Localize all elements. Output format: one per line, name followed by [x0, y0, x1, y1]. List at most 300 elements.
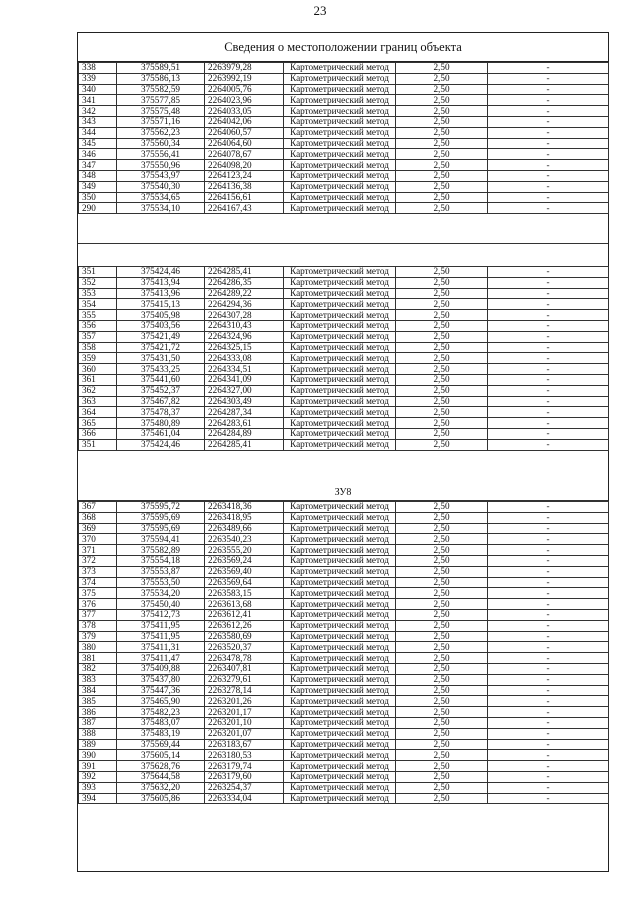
coord-x-cell: 375628,76 [117, 761, 205, 772]
table-row [79, 750, 609, 761]
accuracy-cell: 2,50 [396, 396, 488, 407]
coord-y-cell: 2263478,78 [205, 653, 284, 664]
accuracy-cell: 2,50 [396, 63, 488, 74]
table-row [79, 170, 609, 181]
coord-y-cell: 2264033,05 [205, 106, 284, 117]
table-row [79, 717, 609, 728]
method-cell: Картометрический метод [284, 407, 396, 418]
coord-x-cell: 375411,47 [117, 653, 205, 664]
point-number-cell: 351 [79, 267, 117, 278]
page-number: 23 [313, 3, 327, 18]
description-cell: - [488, 299, 609, 310]
description-cell: - [488, 545, 609, 556]
description-cell: - [488, 320, 609, 331]
table-row [79, 793, 609, 804]
point-number-cell: 354 [79, 299, 117, 310]
coord-y-cell: 2264042,06 [205, 116, 284, 127]
coord-x-cell: 375447,36 [117, 685, 205, 696]
accuracy-cell: 2,50 [396, 374, 488, 385]
coord-x-cell: 375413,94 [117, 277, 205, 288]
point-number-cell: 376 [79, 599, 117, 610]
table-row [79, 588, 609, 599]
point-number-cell: 394 [79, 793, 117, 804]
method-cell: Картометрический метод [284, 267, 396, 278]
table-row [79, 653, 609, 664]
description-cell: - [488, 149, 609, 160]
description-cell: - [488, 138, 609, 149]
accuracy-cell: 2,50 [396, 771, 488, 782]
coord-x-cell: 375577,85 [117, 95, 205, 106]
coord-y-cell: 2264285,41 [205, 439, 284, 450]
point-number-cell: 361 [79, 374, 117, 385]
method-cell: Картометрический метод [284, 502, 396, 513]
accuracy-cell: 2,50 [396, 310, 488, 321]
coord-y-cell: 2264333,08 [205, 353, 284, 364]
table-row [79, 663, 609, 674]
accuracy-cell: 2,50 [396, 793, 488, 804]
coord-y-cell: 2263201,17 [205, 707, 284, 718]
table-row [79, 192, 609, 203]
coord-x-cell: 375550,96 [117, 160, 205, 171]
coord-y-cell: 2263418,95 [205, 512, 284, 523]
coord-x-cell: 375483,07 [117, 717, 205, 728]
accuracy-cell: 2,50 [396, 642, 488, 653]
coord-y-cell: 2263979,28 [205, 63, 284, 74]
method-cell: Картометрический метод [284, 642, 396, 653]
coord-x-cell: 375483,19 [117, 728, 205, 739]
coord-y-cell: 2264064,60 [205, 138, 284, 149]
coord-y-cell: 2264136,38 [205, 181, 284, 192]
coord-y-cell: 2263555,20 [205, 545, 284, 556]
coord-x-cell: 375540,30 [117, 181, 205, 192]
table-row [79, 181, 609, 192]
point-number-cell: 389 [79, 739, 117, 750]
description-cell: - [488, 418, 609, 429]
description-cell: - [488, 63, 609, 74]
accuracy-cell: 2,50 [396, 84, 488, 95]
table-row [79, 685, 609, 696]
point-number-cell: 386 [79, 707, 117, 718]
point-number-cell: 355 [79, 310, 117, 321]
point-number-cell: 359 [79, 353, 117, 364]
table-row [79, 160, 609, 171]
coord-y-cell: 2263580,69 [205, 631, 284, 642]
table-row [79, 127, 609, 138]
accuracy-cell: 2,50 [396, 127, 488, 138]
coord-x-cell: 375556,41 [117, 149, 205, 160]
description-cell: - [488, 599, 609, 610]
accuracy-cell: 2,50 [396, 299, 488, 310]
coord-y-cell: 2264324,96 [205, 331, 284, 342]
coord-x-cell: 375437,80 [117, 674, 205, 685]
method-cell: Картометрический метод [284, 674, 396, 685]
description-cell: - [488, 566, 609, 577]
description-cell: - [488, 663, 609, 674]
point-number-cell: 365 [79, 418, 117, 429]
description-cell: - [488, 588, 609, 599]
coord-y-cell: 2264289,22 [205, 288, 284, 299]
coord-y-cell: 2263201,10 [205, 717, 284, 728]
accuracy-cell: 2,50 [396, 685, 488, 696]
coord-y-cell: 2264156,61 [205, 192, 284, 203]
method-cell: Картометрический метод [284, 331, 396, 342]
table-row [79, 523, 609, 534]
coord-x-cell: 375586,13 [117, 73, 205, 84]
coord-y-cell: 2263278,14 [205, 685, 284, 696]
point-number-cell: 368 [79, 512, 117, 523]
method-cell: Картометрический метод [284, 696, 396, 707]
accuracy-cell: 2,50 [396, 288, 488, 299]
description-cell: - [488, 609, 609, 620]
description-cell: - [488, 577, 609, 588]
coord-y-cell: 2263180,53 [205, 750, 284, 761]
accuracy-cell: 2,50 [396, 555, 488, 566]
coordinates-block-2 [78, 266, 609, 451]
coord-y-cell: 2264098,20 [205, 160, 284, 171]
table-row [79, 84, 609, 95]
description-cell: - [488, 342, 609, 353]
method-cell: Картометрический метод [284, 750, 396, 761]
method-cell: Картометрический метод [284, 73, 396, 84]
boundary-table [77, 32, 609, 872]
accuracy-cell: 2,50 [396, 739, 488, 750]
accuracy-cell: 2,50 [396, 116, 488, 127]
method-cell: Картометрический метод [284, 588, 396, 599]
point-number-cell: 350 [79, 192, 117, 203]
point-number-cell: 369 [79, 523, 117, 534]
accuracy-cell: 2,50 [396, 170, 488, 181]
description-cell: - [488, 793, 609, 804]
accuracy-cell: 2,50 [396, 707, 488, 718]
coordinates-block-3 [78, 501, 609, 804]
description-cell: - [488, 170, 609, 181]
description-cell: - [488, 181, 609, 192]
table-row [79, 320, 609, 331]
accuracy-cell: 2,50 [396, 138, 488, 149]
description-cell: - [488, 502, 609, 513]
coord-x-cell: 375482,23 [117, 707, 205, 718]
accuracy-cell: 2,50 [396, 407, 488, 418]
accuracy-cell: 2,50 [396, 674, 488, 685]
coord-y-cell: 2263520,37 [205, 642, 284, 653]
coord-x-cell: 375582,59 [117, 84, 205, 95]
point-number-cell: 390 [79, 750, 117, 761]
point-number-cell: 338 [79, 63, 117, 74]
coord-y-cell: 2264334,51 [205, 364, 284, 375]
table-row [79, 95, 609, 106]
method-cell: Картометрический метод [284, 534, 396, 545]
coord-x-cell: 375553,50 [117, 577, 205, 588]
description-cell: - [488, 674, 609, 685]
point-number-cell: 344 [79, 127, 117, 138]
method-cell: Картометрический метод [284, 160, 396, 171]
point-number-cell: 339 [79, 73, 117, 84]
method-cell: Картометрический метод [284, 342, 396, 353]
accuracy-cell: 2,50 [396, 577, 488, 588]
table-row [79, 106, 609, 117]
coord-x-cell: 375480,89 [117, 418, 205, 429]
description-cell: - [488, 116, 609, 127]
coord-x-cell: 375534,20 [117, 588, 205, 599]
description-cell: - [488, 620, 609, 631]
description-cell: - [488, 277, 609, 288]
accuracy-cell: 2,50 [396, 267, 488, 278]
coord-x-cell: 375595,69 [117, 523, 205, 534]
description-cell: - [488, 267, 609, 278]
method-cell: Картометрический метод [284, 793, 396, 804]
table-row [79, 203, 609, 214]
method-cell: Картометрический метод [284, 566, 396, 577]
point-number-cell: 382 [79, 663, 117, 674]
table-row [79, 512, 609, 523]
coord-y-cell: 2264327,00 [205, 385, 284, 396]
method-cell: Картометрический метод [284, 418, 396, 429]
accuracy-cell: 2,50 [396, 364, 488, 375]
table-row [79, 761, 609, 772]
coord-y-cell: 2264287,34 [205, 407, 284, 418]
coord-y-cell: 2263992,19 [205, 73, 284, 84]
accuracy-cell: 2,50 [396, 631, 488, 642]
description-cell: - [488, 439, 609, 450]
coord-y-cell: 2264283,61 [205, 418, 284, 429]
method-cell: Картометрический метод [284, 577, 396, 588]
table-row [79, 577, 609, 588]
coord-y-cell: 2264078,67 [205, 149, 284, 160]
accuracy-cell: 2,50 [396, 192, 488, 203]
point-number-cell: 362 [79, 385, 117, 396]
description-cell: - [488, 407, 609, 418]
coord-x-cell: 375421,72 [117, 342, 205, 353]
table-row [79, 138, 609, 149]
accuracy-cell: 2,50 [396, 342, 488, 353]
method-cell: Картометрический метод [284, 364, 396, 375]
method-cell: Картометрический метод [284, 631, 396, 642]
coord-y-cell: 2264307,28 [205, 310, 284, 321]
coord-x-cell: 375594,41 [117, 534, 205, 545]
method-cell: Картометрический метод [284, 63, 396, 74]
point-number-cell: 391 [79, 761, 117, 772]
accuracy-cell: 2,50 [396, 653, 488, 664]
method-cell: Картометрический метод [284, 203, 396, 214]
coord-x-cell: 375424,46 [117, 439, 205, 450]
accuracy-cell: 2,50 [396, 181, 488, 192]
method-cell: Картометрический метод [284, 728, 396, 739]
coord-x-cell: 375605,86 [117, 793, 205, 804]
table-row [79, 739, 609, 750]
coordinates-block-1 [78, 62, 609, 214]
table-row [79, 418, 609, 429]
description-cell: - [488, 374, 609, 385]
point-number-cell: 363 [79, 396, 117, 407]
coord-x-cell: 375424,46 [117, 267, 205, 278]
accuracy-cell: 2,50 [396, 782, 488, 793]
description-cell: - [488, 331, 609, 342]
method-cell: Картометрический метод [284, 106, 396, 117]
coord-y-cell: 2263540,23 [205, 534, 284, 545]
method-cell: Картометрический метод [284, 374, 396, 385]
coord-x-cell: 375632,20 [117, 782, 205, 793]
table-row [79, 63, 609, 74]
method-cell: Картометрический метод [284, 299, 396, 310]
method-cell: Картометрический метод [284, 599, 396, 610]
coord-y-cell: 2264023,96 [205, 95, 284, 106]
coord-x-cell: 375431,50 [117, 353, 205, 364]
point-number-cell: 342 [79, 106, 117, 117]
table-row [79, 555, 609, 566]
description-cell: - [488, 642, 609, 653]
table-row [79, 771, 609, 782]
point-number-cell: 366 [79, 428, 117, 439]
accuracy-cell: 2,50 [396, 696, 488, 707]
coord-y-cell: 2263583,15 [205, 588, 284, 599]
point-number-cell: 290 [79, 203, 117, 214]
accuracy-cell: 2,50 [396, 717, 488, 728]
description-cell: - [488, 512, 609, 523]
coord-x-cell: 375441,60 [117, 374, 205, 385]
coord-y-cell: 2263254,37 [205, 782, 284, 793]
table-separator [78, 243, 608, 266]
coord-x-cell: 375409,88 [117, 663, 205, 674]
method-cell: Картометрический метод [284, 685, 396, 696]
coord-x-cell: 375534,10 [117, 203, 205, 214]
coord-y-cell: 2264284,89 [205, 428, 284, 439]
description-cell: - [488, 750, 609, 761]
coord-y-cell: 2264285,41 [205, 267, 284, 278]
description-cell: - [488, 106, 609, 117]
method-cell: Картометрический метод [284, 116, 396, 127]
description-cell: - [488, 728, 609, 739]
accuracy-cell: 2,50 [396, 106, 488, 117]
coord-x-cell: 375421,49 [117, 331, 205, 342]
point-number-cell: 345 [79, 138, 117, 149]
description-cell: - [488, 717, 609, 728]
description-cell: - [488, 160, 609, 171]
point-number-cell: 364 [79, 407, 117, 418]
method-cell: Картометрический метод [284, 782, 396, 793]
table-row [79, 631, 609, 642]
coord-x-cell: 375467,82 [117, 396, 205, 407]
point-number-cell: 374 [79, 577, 117, 588]
description-cell: - [488, 761, 609, 772]
description-cell: - [488, 73, 609, 84]
method-cell: Картометрический метод [284, 396, 396, 407]
point-number-cell: 372 [79, 555, 117, 566]
point-number-cell: 380 [79, 642, 117, 653]
description-cell: - [488, 707, 609, 718]
point-number-cell: 393 [79, 782, 117, 793]
coord-x-cell: 375411,95 [117, 620, 205, 631]
method-cell: Картометрический метод [284, 277, 396, 288]
coord-x-cell: 375403,56 [117, 320, 205, 331]
point-number-cell: 351 [79, 439, 117, 450]
table-row [79, 116, 609, 127]
table-row [79, 599, 609, 610]
method-cell: Картометрический метод [284, 320, 396, 331]
description-cell: - [488, 523, 609, 534]
coord-x-cell: 375589,51 [117, 63, 205, 74]
method-cell: Картометрический метод [284, 192, 396, 203]
accuracy-cell: 2,50 [396, 203, 488, 214]
method-cell: Картометрический метод [284, 439, 396, 450]
method-cell: Картометрический метод [284, 385, 396, 396]
accuracy-cell: 2,50 [396, 750, 488, 761]
table-row [79, 728, 609, 739]
method-cell: Картометрический метод [284, 149, 396, 160]
method-cell: Картометрический метод [284, 771, 396, 782]
point-number-cell: 356 [79, 320, 117, 331]
accuracy-cell: 2,50 [396, 95, 488, 106]
table-row [79, 407, 609, 418]
coord-x-cell: 375465,90 [117, 696, 205, 707]
accuracy-cell: 2,50 [396, 418, 488, 429]
method-cell: Картометрический метод [284, 170, 396, 181]
table-row [79, 545, 609, 556]
coord-y-cell: 2264060,57 [205, 127, 284, 138]
accuracy-cell: 2,50 [396, 761, 488, 772]
coord-y-cell: 2264123,24 [205, 170, 284, 181]
table-row [79, 331, 609, 342]
method-cell: Картометрический метод [284, 761, 396, 772]
coord-x-cell: 375413,96 [117, 288, 205, 299]
coord-x-cell: 375562,23 [117, 127, 205, 138]
coord-x-cell: 375534,65 [117, 192, 205, 203]
point-number-cell: 384 [79, 685, 117, 696]
description-cell: - [488, 84, 609, 95]
coord-x-cell: 375595,72 [117, 502, 205, 513]
method-cell: Картометрический метод [284, 545, 396, 556]
description-cell: - [488, 95, 609, 106]
description-cell: - [488, 696, 609, 707]
coord-x-cell: 375405,98 [117, 310, 205, 321]
table-row [79, 364, 609, 375]
table-row [79, 267, 609, 278]
table-row [79, 374, 609, 385]
accuracy-cell: 2,50 [396, 545, 488, 556]
coord-x-cell: 375450,40 [117, 599, 205, 610]
table-row [79, 310, 609, 321]
table-row [79, 385, 609, 396]
accuracy-cell: 2,50 [396, 385, 488, 396]
table-row [79, 353, 609, 364]
point-number-cell: 392 [79, 771, 117, 782]
coord-y-cell: 2263407,81 [205, 663, 284, 674]
coord-y-cell: 2264341,09 [205, 374, 284, 385]
table-row [79, 674, 609, 685]
coord-y-cell: 2263612,41 [205, 609, 284, 620]
method-cell: Картометрический метод [284, 353, 396, 364]
coord-x-cell: 375478,37 [117, 407, 205, 418]
table-row [79, 620, 609, 631]
table-row [79, 73, 609, 84]
coord-y-cell: 2264310,43 [205, 320, 284, 331]
table-row [79, 696, 609, 707]
coord-x-cell: 375543,97 [117, 170, 205, 181]
description-cell: - [488, 782, 609, 793]
coord-x-cell: 375461,04 [117, 428, 205, 439]
method-cell: Картометрический метод [284, 523, 396, 534]
method-cell: Картометрический метод [284, 310, 396, 321]
accuracy-cell: 2,50 [396, 728, 488, 739]
coord-x-cell: 375411,31 [117, 642, 205, 653]
accuracy-cell: 2,50 [396, 149, 488, 160]
description-cell: - [488, 396, 609, 407]
description-cell: - [488, 192, 609, 203]
coord-y-cell: 2263334,04 [205, 793, 284, 804]
coord-x-cell: 375582,89 [117, 545, 205, 556]
point-number-cell: 373 [79, 566, 117, 577]
point-number-cell: 388 [79, 728, 117, 739]
point-number-cell: 377 [79, 609, 117, 620]
